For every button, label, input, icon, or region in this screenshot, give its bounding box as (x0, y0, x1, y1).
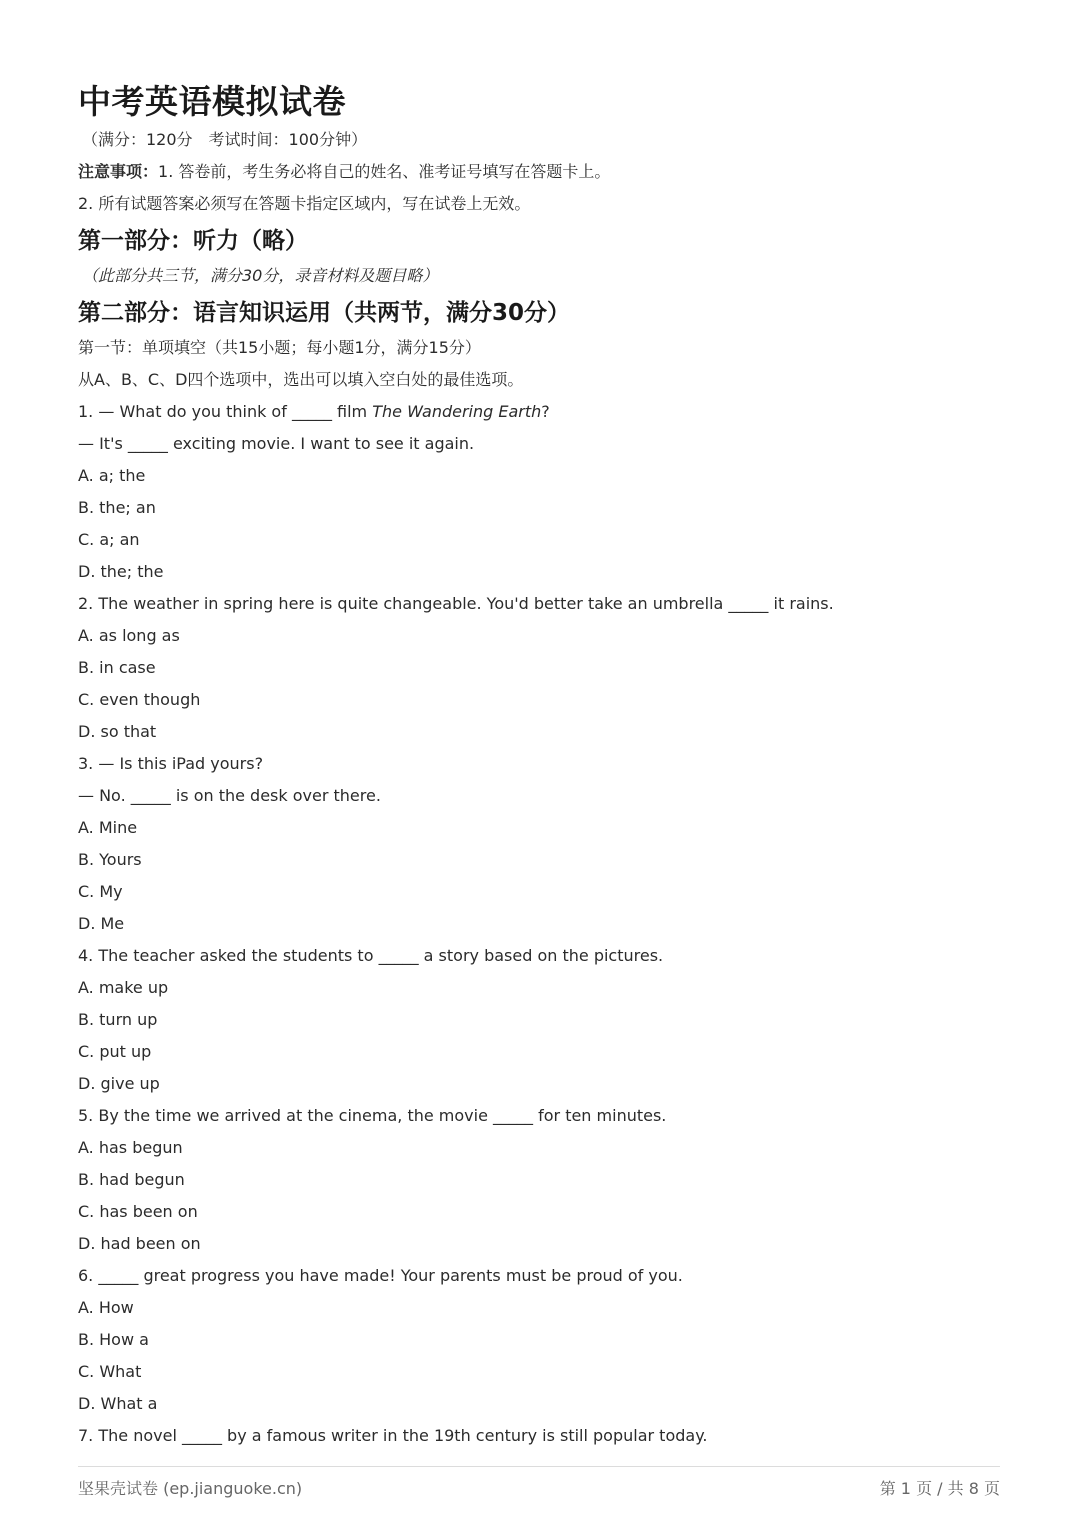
question-4-stem: 4. The teacher asked the students to _____ a story based on the pictures. (78, 946, 664, 965)
question-6-option-c: C. What (78, 1362, 142, 1381)
question-6-option-a: A. How (78, 1298, 134, 1317)
question-1-option-b: B. the; an (78, 498, 156, 517)
question-1-option-a: A. a; the (78, 466, 146, 485)
part2-heading: 第二部分：语言知识运用（共两节，满分30分） (78, 300, 571, 326)
question-2-option-c: C. even though (78, 690, 201, 709)
notice-label: 注意事项： (78, 162, 159, 181)
footer-page-info: 第 1 页 / 共 8 页 (879, 1479, 1000, 1498)
section1-instruction: 从A、B、C、D四个选项中，选出可以填入空白处的最佳选项。 (78, 370, 524, 389)
question-4-option-d: D. give up (78, 1074, 160, 1093)
question-2-stem: 2. The weather in spring here is quite changeable. You'd better take an umbrella _____ it rains. (78, 594, 834, 613)
notice-line-1 (78, 162, 1002, 182)
question-6-option-b: B. How a (78, 1330, 149, 1349)
question-5-option-c: C. has been on (78, 1202, 198, 1221)
question-6-stem: 6. _____ great progress you have made! Your parents must be proud of you. (78, 1266, 683, 1285)
part1-note: （此部分共三节，满分30分，录音材料及题目略） (82, 266, 439, 285)
question-1-stem (78, 402, 1002, 422)
question-1-film-title: The Wandering Earth (372, 402, 542, 421)
question-2-option-a: A. as long as (78, 626, 180, 645)
question-1-stem-b: ? (541, 402, 550, 421)
question-3-option-b: B. Yours (78, 850, 142, 869)
document-title: 中考英语模拟试卷 (78, 82, 346, 121)
footer-source: 坚果壳试卷 (ep.jianguoke.cn) (78, 1479, 303, 1498)
question-5-stem: 5. By the time we arrived at the cinema, the movie _____ for ten minutes. (78, 1106, 667, 1125)
question-3-stem: 3. — Is this iPad yours? (78, 754, 264, 773)
exam-meta: （满分：120分 考试时间：100分钟） (82, 130, 368, 149)
page-footer (78, 1466, 1000, 1499)
part1-heading: 第一部分：听力（略） (78, 228, 308, 254)
question-3-line-2: — No. _____ is on the desk over there. (78, 786, 381, 805)
question-2-option-b: B. in case (78, 658, 156, 677)
question-6-option-d: D. What a (78, 1394, 158, 1413)
question-2-option-d: D. so that (78, 722, 157, 741)
question-1-stem-a: 1. — What do you think of _____ film (78, 402, 373, 421)
notice-text-1: 1. 答卷前，考生务必将自己的姓名、准考证号填写在答题卡上。 (158, 162, 611, 181)
question-5-option-a: A. has begun (78, 1138, 183, 1157)
notice-line-2: 2. 所有试题答案必须写在答题卡指定区域内，写在试卷上无效。 (78, 194, 531, 213)
question-5-option-d: D. had been on (78, 1234, 201, 1253)
question-3-option-d: D. Me (78, 914, 125, 933)
question-5-option-b: B. had begun (78, 1170, 185, 1189)
section1-title: 第一节：单项填空（共15小题；每小题1分，满分15分） (78, 338, 481, 357)
page-content (78, 78, 1002, 1448)
question-3-option-c: C. My (78, 882, 123, 901)
question-4-option-c: C. put up (78, 1042, 152, 1061)
question-4-option-b: B. turn up (78, 1010, 158, 1029)
question-7-stem: 7. The novel _____ by a famous writer in the 19th century is still popular today. (78, 1426, 708, 1445)
question-1-option-d: D. the; the (78, 562, 164, 581)
question-1-option-c: C. a; an (78, 530, 140, 549)
question-4-option-a: A. make up (78, 978, 169, 997)
question-3-option-a: A. Mine (78, 818, 138, 837)
question-1-line-2: — It's _____ exciting movie. I want to see it again. (78, 434, 475, 453)
